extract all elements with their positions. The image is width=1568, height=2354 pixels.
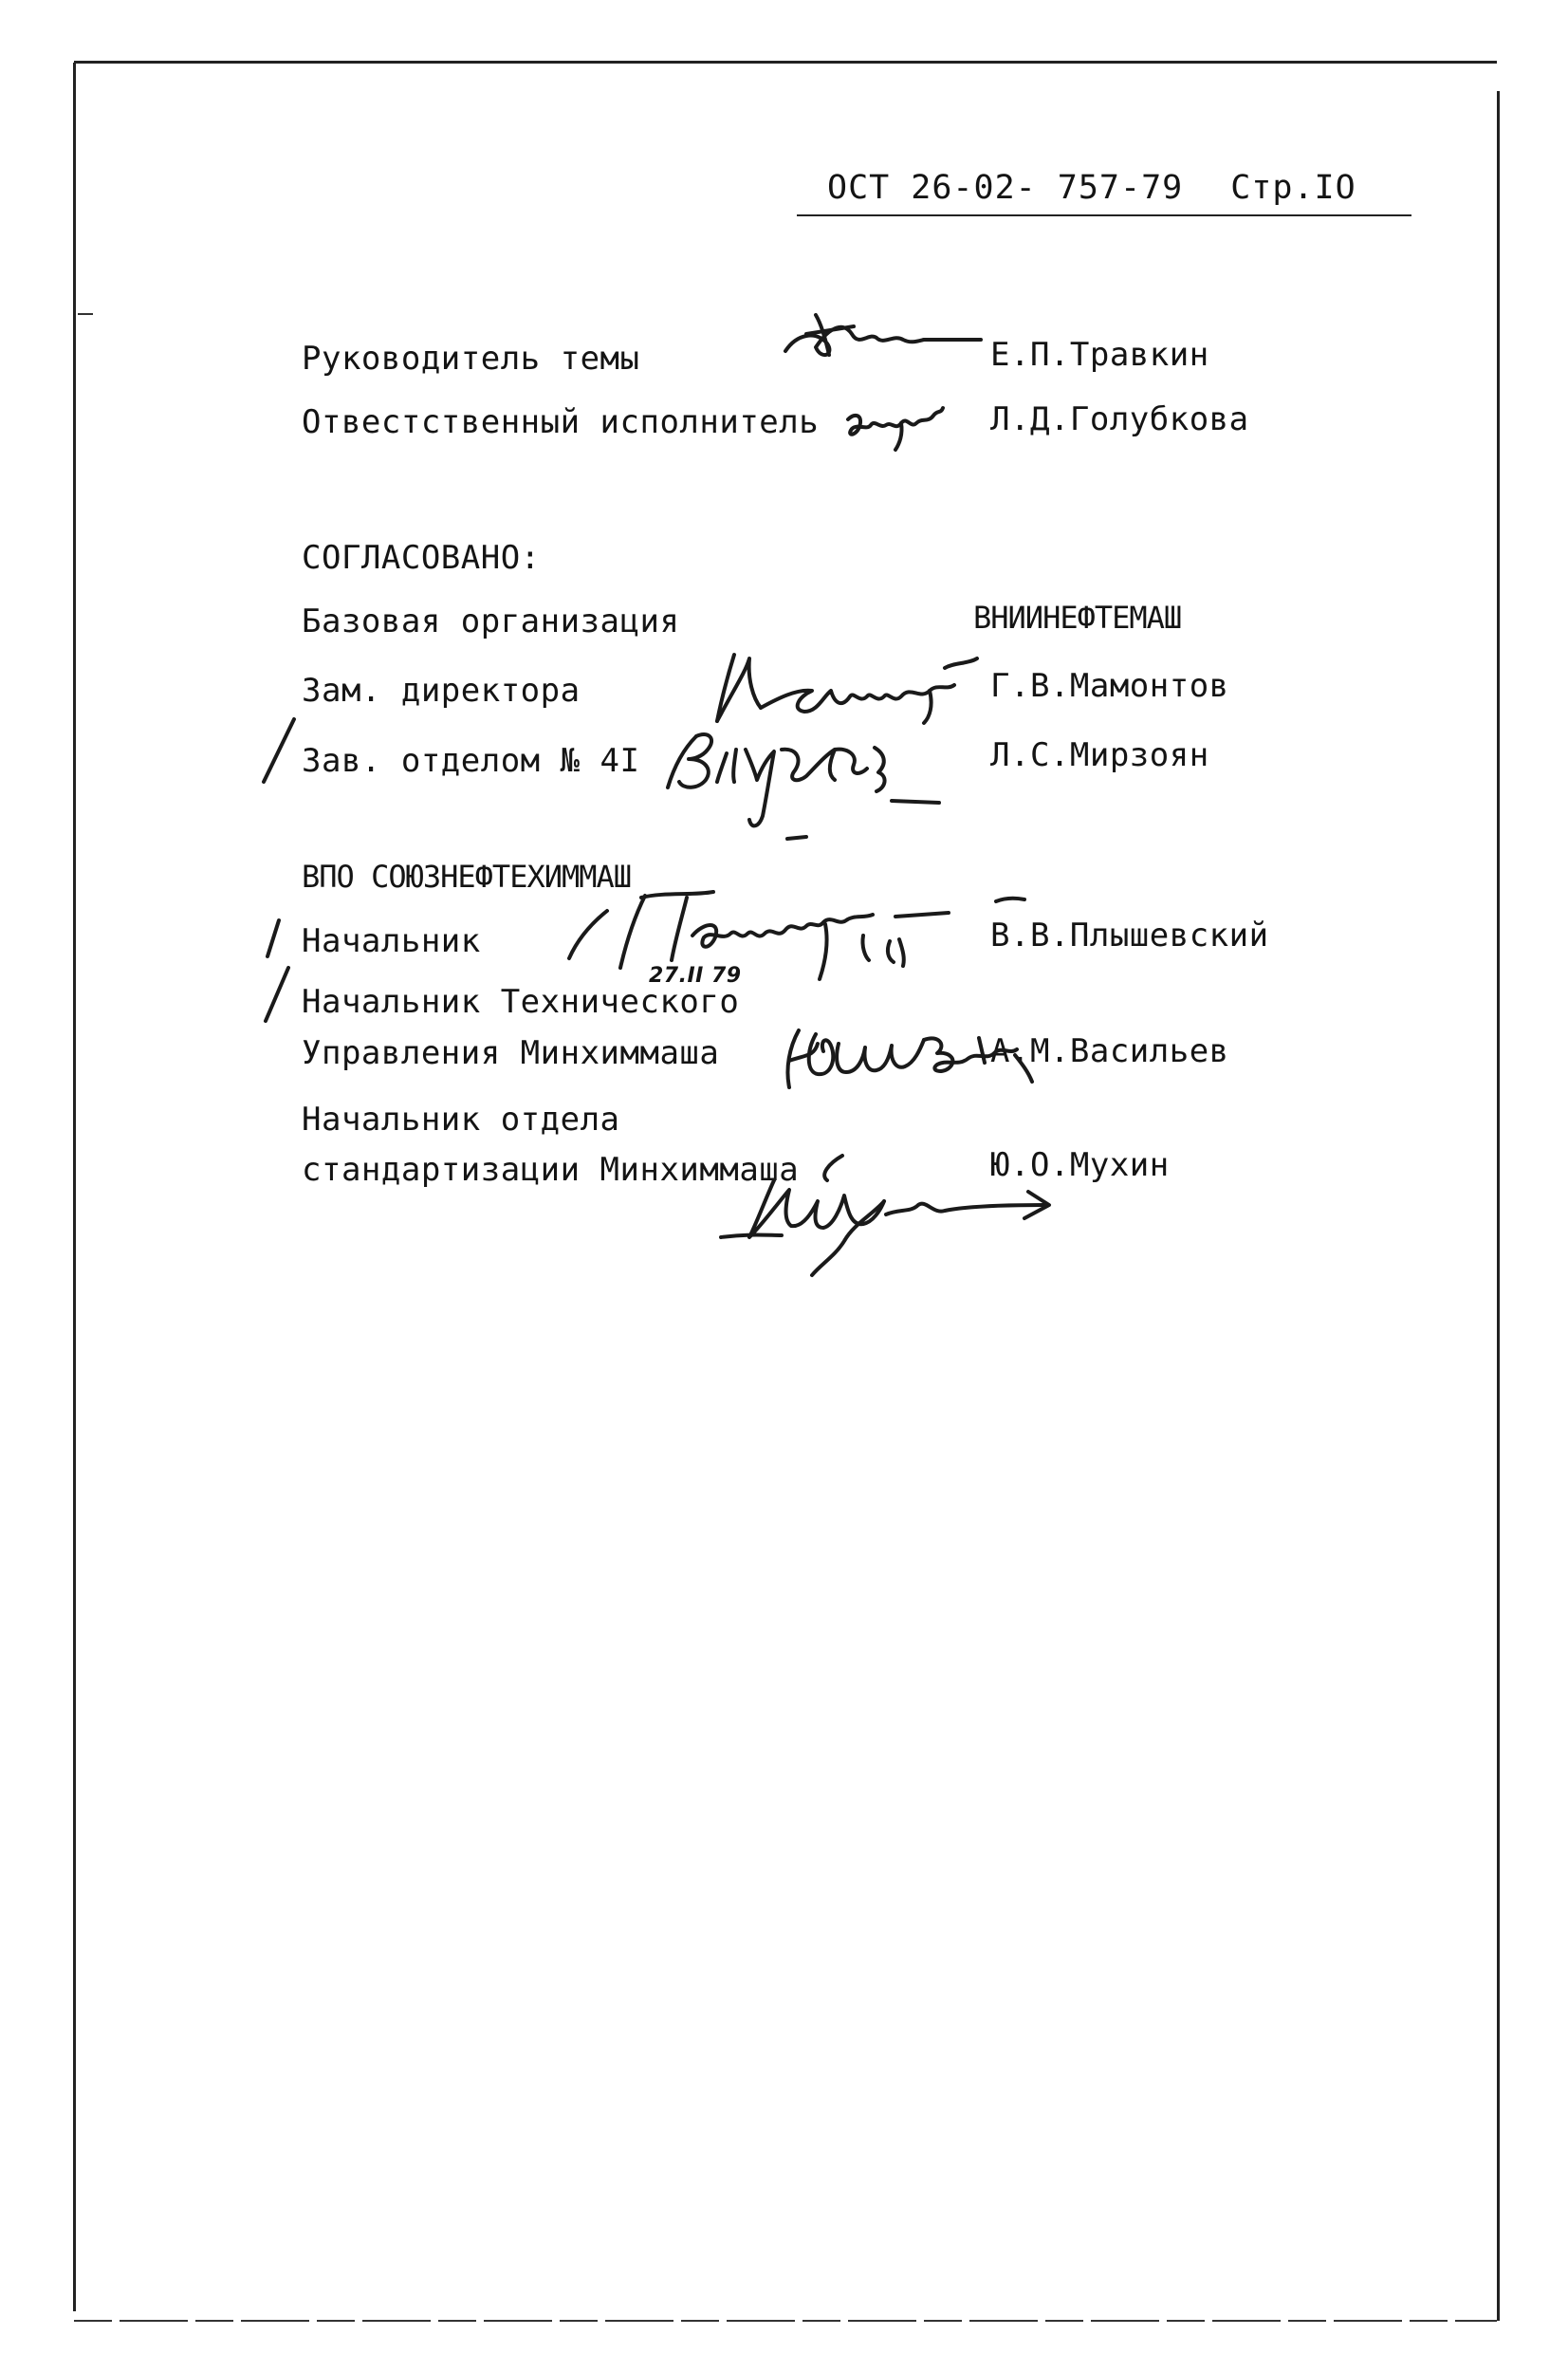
approval-slash-3 bbox=[256, 960, 304, 1027]
tech-role-line2: Управления Минхиммаша bbox=[302, 1034, 720, 1072]
dept-head-name: Л.С.Мирзоян bbox=[990, 736, 1209, 774]
signature-vasiliev bbox=[778, 1006, 1100, 1110]
base-org-name: ВНИИНЕФТЕМАШ bbox=[973, 600, 1182, 636]
approval-slash-2 bbox=[256, 917, 294, 964]
signature-mirzoyan bbox=[664, 721, 987, 844]
frame-top-border bbox=[74, 61, 1497, 64]
chief-name: В.В.Плышевский bbox=[990, 917, 1269, 955]
tech-role-line1: Начальник Технического bbox=[302, 983, 740, 1021]
signature-golubkova bbox=[842, 402, 966, 459]
frame-left-border bbox=[73, 63, 76, 2311]
std-name: Ю.О.Мухин bbox=[990, 1146, 1170, 1184]
dept-head-role: Зав. отделом № 4I bbox=[302, 742, 640, 780]
author-name-executor: Л.Д.Голубкова bbox=[990, 400, 1249, 438]
chief-role: Начальник bbox=[302, 922, 481, 960]
margin-tick bbox=[78, 313, 93, 315]
author-role-executor: Отвестственный исполнитель bbox=[302, 403, 820, 441]
base-org-label: Базовая организация bbox=[302, 602, 680, 640]
deputy-role: Зам. директора bbox=[302, 672, 581, 710]
chief-date: 27.II 79 bbox=[649, 964, 742, 988]
std-role-line1: Начальник отдела bbox=[302, 1101, 620, 1139]
signature-plyshevsky bbox=[550, 863, 1005, 987]
page-header bbox=[827, 169, 1356, 207]
frame-right-border bbox=[1497, 91, 1500, 2321]
tech-name: А.М.Васильев bbox=[990, 1032, 1229, 1070]
agreed-heading: СОГЛАСОВАНО: bbox=[302, 539, 541, 577]
approval-slash-1 bbox=[256, 710, 313, 786]
std-role-line2: стандартизации Минхиммаша bbox=[302, 1151, 800, 1189]
union-heading: ВПО СОЮЗНЕФТЕХИММАШ bbox=[302, 859, 632, 895]
frame-bottom-border bbox=[74, 2320, 1497, 2322]
author-role-lead: Руководитель темы bbox=[302, 340, 640, 378]
signature-travkin bbox=[778, 306, 987, 372]
deputy-name: Г.В.Мамонтов bbox=[990, 667, 1229, 705]
document-code: ОСТ 26-02- 757-79 bbox=[827, 169, 1184, 207]
header-underline bbox=[797, 214, 1411, 216]
author-name-lead: Е.П.Травкин bbox=[990, 336, 1209, 374]
page-number: Стр.IO bbox=[1230, 169, 1356, 207]
signature-mamontov bbox=[692, 641, 1015, 727]
signature-mukhin bbox=[721, 1146, 1072, 1279]
